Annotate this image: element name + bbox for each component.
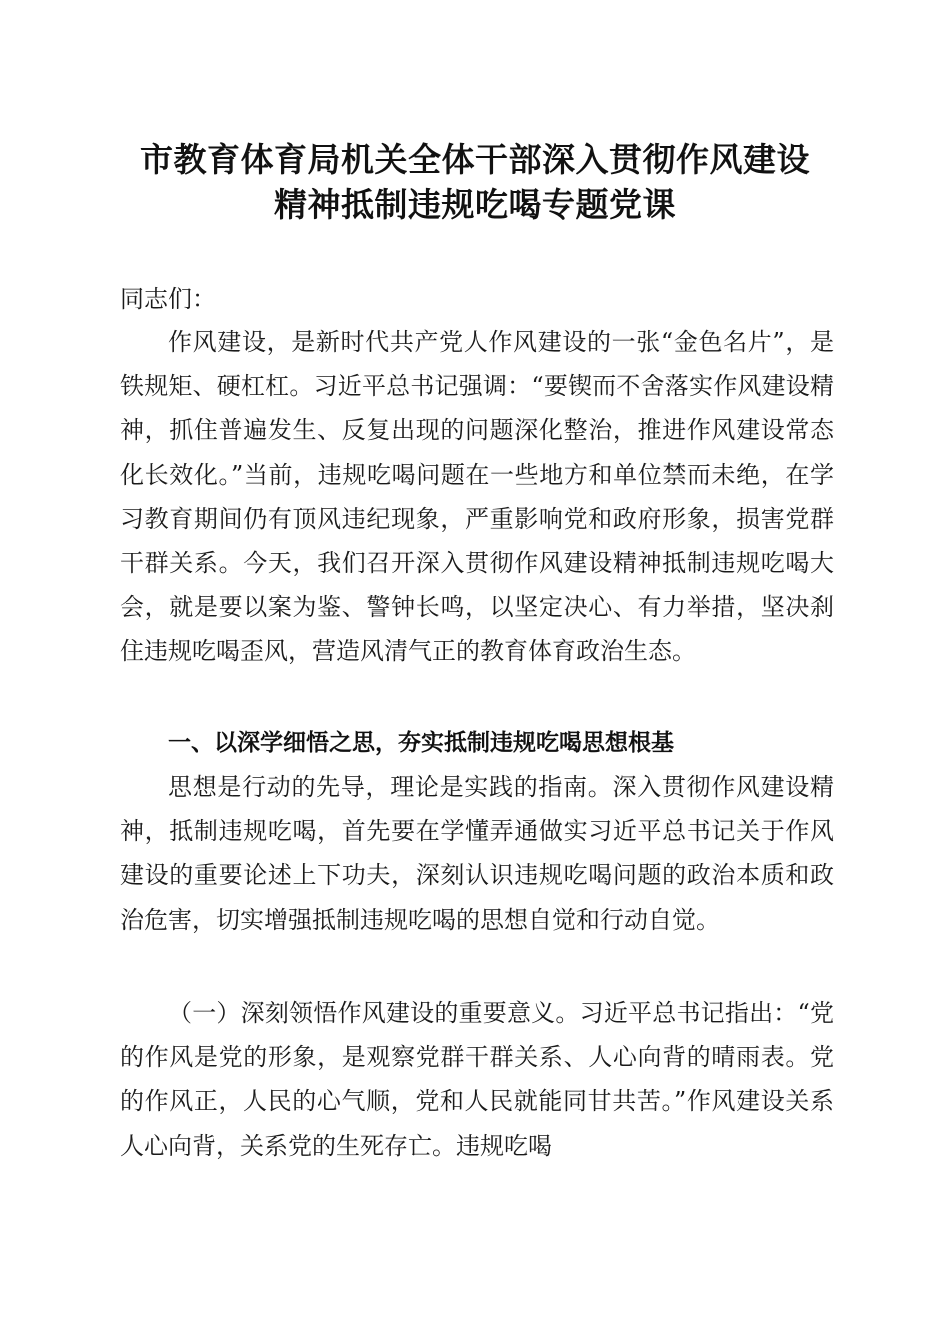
subsection-1-body: 习近平总书记指出：“党的作风是党的形象，是观察党群干群关系、人心向背的晴雨表。党的作风正，人民的心气顺，党和人民就能同甘共苦。”作风建设关系人心向背，关系党的生死存亡。违规吃喝 [120,999,834,1160]
document-title-line-1: 市教育体育局机关全体干部深入贯彻作风建设 [140,140,810,179]
paragraph-subsection1-text [120,991,834,1168]
paragraph-intro-text: 作风建设，是新时代共产党人作风建设的一张“金色名片”，是铁规矩、硬杠杠。习近平总书记强调：“要锲而不舍落实作风建设精神，抓住普遍发生、反复出现的问题深化整治，推进作风建设常态化长效化。”当前，违规吃喝问题在一些地方和单位禁而未绝，在学习教育期间仍有顶风违纪现象，严重影响党和政府形象，损害党群干群关系。今天，我们召开深入贯彻作风建设精神抵制违规吃喝大会，就是要以案为鉴、警钟长鸣，以坚定决心、有力举措，坚决刹住违规吃喝歪风，营造风清气正的教育体育政治生态。 [120,328,834,666]
section-heading-1: 一、以深学细悟之思，夯实抵制违规吃喝思想根基 [168,730,674,756]
document-title-line-2: 精神抵制违规吃喝专题党课 [274,185,676,224]
paragraph-intro [120,320,834,674]
salutation: 同志们： [120,285,216,313]
paragraph-subsection1 [120,991,834,1168]
paragraph-section1-text: 思想是行动的先导，理论是实践的指南。深入贯彻作风建设精神，抵制违规吃喝，首先要在学懂弄通做实习近平总书记关于作风建设的重要论述上下功夫，深刻认识违规吃喝问题的政治本质和政治危害，切实增强抵制违规吃喝的思想自觉和行动自觉。 [120,773,834,934]
paragraph-section1 [120,765,834,942]
subsection-heading-1: （一）深刻领悟作风建设的重要意义。 [168,999,580,1027]
